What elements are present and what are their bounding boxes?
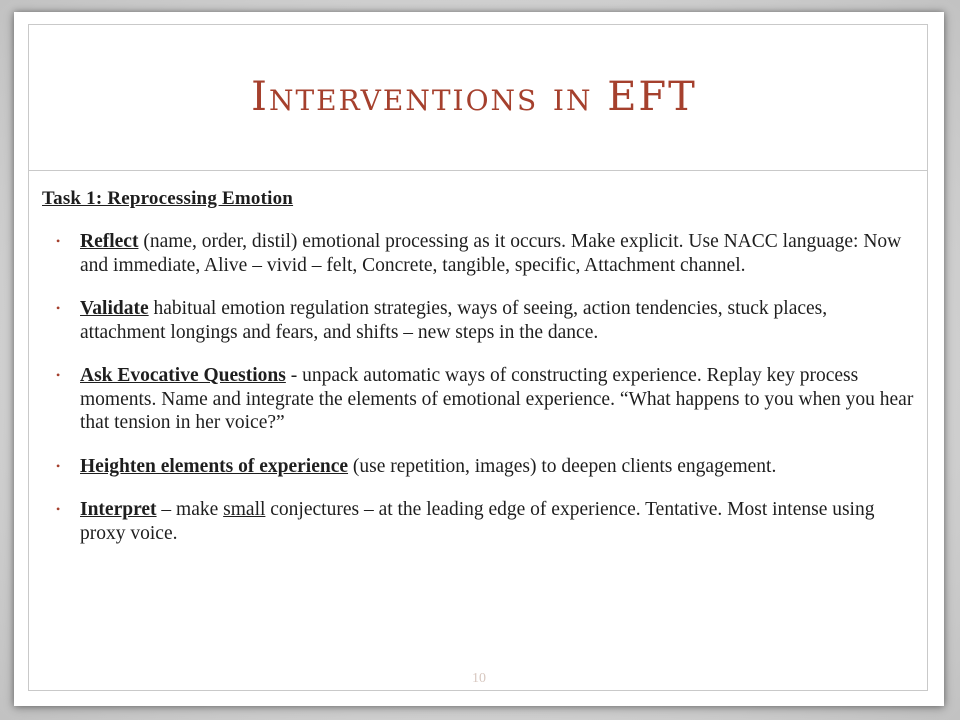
bullet-text: – make <box>156 499 224 520</box>
bullet-keyword: Reflect <box>80 231 139 252</box>
bullet-dot-icon: • <box>56 502 61 516</box>
bullet-interpret <box>42 498 914 545</box>
page-number: 10 <box>472 671 486 686</box>
bullet-list <box>42 230 914 545</box>
bullet-text: conjectures – at the leading edge of experience. Tentative. Most intense using proxy voice. <box>80 499 875 544</box>
bullet-emphasis: small <box>223 499 266 520</box>
bullet-heighten <box>42 455 914 479</box>
bullet-reflect <box>42 230 914 277</box>
bullet-validate <box>42 297 914 344</box>
bullet-keyword: Interpret <box>80 499 157 520</box>
bullet-ask-evocative-questions <box>42 364 914 435</box>
bullet-text: (use repetition, images) to deepen clients engagement. <box>348 455 777 477</box>
slide-content <box>42 188 914 565</box>
bullet-dot-icon: • <box>56 368 61 382</box>
bullet-dot-icon: • <box>56 234 61 248</box>
bullet-keyword: Heighten elements of experience <box>80 455 349 477</box>
slide <box>14 12 944 706</box>
bullet-text: habitual emotion regulation strategies, ways of seeing, action tendencies, stuck places, attachment longings and fears, and shifts – new steps in the dance. <box>80 298 828 343</box>
bullet-dot-icon: • <box>56 458 61 473</box>
title-divider <box>28 170 928 171</box>
bullet-text: (name, order, distil) emotional processing as it occurs. Make explicit. Use NACC language: Now and immediate, Alive – vivid – felt, Concrete, tangible, specific, Attachment channel. <box>80 231 902 276</box>
bullet-text: - unpack automatic ways of constructing experience. Replay key process moments. Name and integrate the elements of emotional experience. “What happens to you when you hear that tension in her voice?” <box>80 365 914 433</box>
task-heading: Task 1: Reprocessing Emotion <box>42 188 294 209</box>
slide-title: Interventions in EFT <box>251 74 697 120</box>
bullet-keyword: Validate <box>80 298 149 319</box>
bullet-dot-icon: • <box>56 301 61 315</box>
bullet-keyword: Ask Evocative Questions <box>80 365 286 386</box>
